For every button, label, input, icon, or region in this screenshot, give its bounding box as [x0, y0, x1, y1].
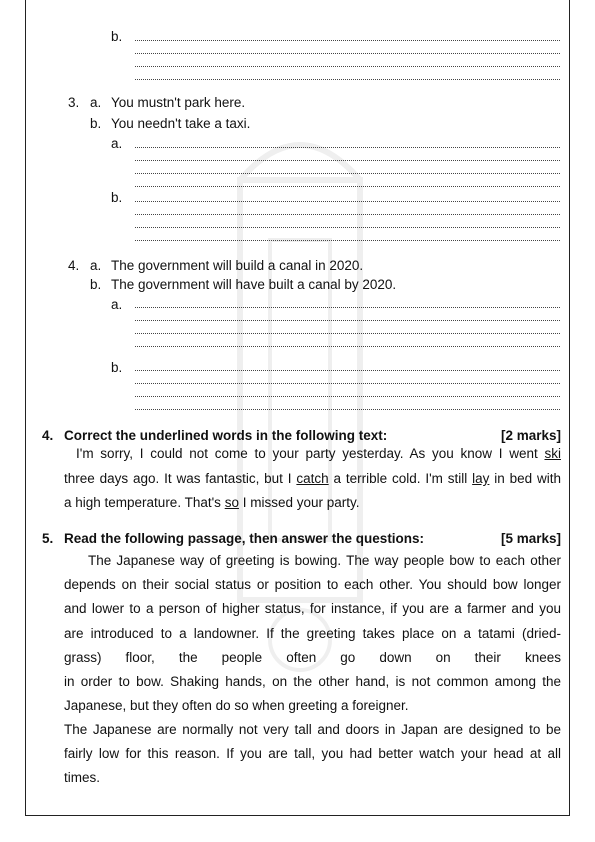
- watermark-logo: [200, 120, 400, 680]
- answer-line[interactable]: [135, 383, 560, 384]
- passage-line: and lower to a person of higher status, for instance, if you are a farmer and you: [64, 601, 561, 616]
- answer-line[interactable]: [135, 307, 560, 308]
- item-4a-label: a.: [90, 258, 102, 273]
- item-3a-text: You mustn't park here.: [111, 95, 246, 110]
- prev-answer-b-label: b.: [111, 29, 123, 44]
- underlined-word: lay: [472, 471, 490, 486]
- section-4-number: 4.: [42, 428, 54, 443]
- item-3-answer-b-label: b.: [111, 190, 123, 205]
- item-3b-label: b.: [90, 116, 102, 131]
- section-4-title: Correct the underlined words in the following text:: [64, 428, 388, 443]
- answer-line[interactable]: [135, 53, 560, 54]
- item-3-answer-a-label: a.: [111, 136, 123, 151]
- section-5-marks: [5 marks]: [500, 531, 561, 546]
- answer-line[interactable]: [135, 240, 560, 241]
- underlined-word: catch: [296, 471, 329, 486]
- item-3-number: 3.: [68, 95, 80, 110]
- answer-line[interactable]: [135, 396, 560, 397]
- passage-line: in order to bow. Shaking hands, on the other hand, is not common among the: [64, 674, 561, 689]
- passage-line: fairly low for this reason. If you are tall, you had better watch your head at all: [64, 746, 561, 761]
- answer-line[interactable]: [135, 40, 560, 41]
- answer-line[interactable]: [135, 227, 560, 228]
- answer-line[interactable]: [135, 147, 560, 148]
- answer-line[interactable]: [135, 320, 560, 321]
- item-4b-text: The government will have built a canal by 2020.: [111, 277, 397, 292]
- answer-line[interactable]: [135, 173, 560, 174]
- answer-line[interactable]: [135, 79, 560, 80]
- passage-line: The Japanese way of greeting is bowing. The way people bow to each other: [88, 553, 561, 568]
- item-4a-text: The government will build a canal in 2020.: [111, 258, 364, 273]
- item-4b-label: b.: [90, 277, 102, 292]
- answer-line[interactable]: [135, 370, 560, 371]
- answer-line[interactable]: [135, 160, 560, 161]
- item-3b-text: You needn't take a taxi.: [111, 116, 251, 131]
- section-4-marks: [2 marks]: [500, 428, 561, 443]
- answer-line[interactable]: [135, 201, 560, 202]
- item-3a-label: a.: [90, 95, 102, 110]
- underlined-word: ski: [544, 446, 561, 461]
- passage-line: grass) floor, the people often go down on their knees: [64, 650, 561, 665]
- item-4-number: 4.: [68, 258, 80, 273]
- section-4-line-3: a high temperature. That's so I missed your party.: [64, 495, 360, 510]
- answer-line[interactable]: [135, 186, 560, 187]
- answer-line[interactable]: [135, 214, 560, 215]
- passage-line: depends on their social status or position to each other. You should bow longer: [64, 577, 561, 592]
- answer-line[interactable]: [135, 66, 560, 67]
- passage-line: Japanese, but they often do so when greeting a foreigner.: [64, 698, 409, 713]
- passage-line: are introduced to a landowner. If the greeting takes place on a tatami (dried-: [64, 626, 561, 641]
- passage-line: The Japanese are normally not very tall and doors in Japan are designed to be: [64, 722, 561, 737]
- section-4-line-1: I'm sorry, I could not come to your party yesterday. As you know I went ski: [76, 446, 561, 461]
- passage-line: times.: [64, 770, 101, 785]
- section-5-number: 5.: [42, 531, 54, 546]
- underlined-word: so: [224, 495, 239, 510]
- item-4-answer-b-label: b.: [111, 360, 123, 375]
- answer-line[interactable]: [135, 409, 560, 410]
- item-4-answer-a-label: a.: [111, 297, 123, 312]
- section-5-title: Read the following passage, then answer the questions:: [64, 531, 425, 546]
- section-4-line-2: three days ago. It was fantastic, but I catch a terrible cold. I'm still lay in bed with: [64, 471, 561, 486]
- answer-line[interactable]: [135, 333, 560, 334]
- answer-line[interactable]: [135, 346, 560, 347]
